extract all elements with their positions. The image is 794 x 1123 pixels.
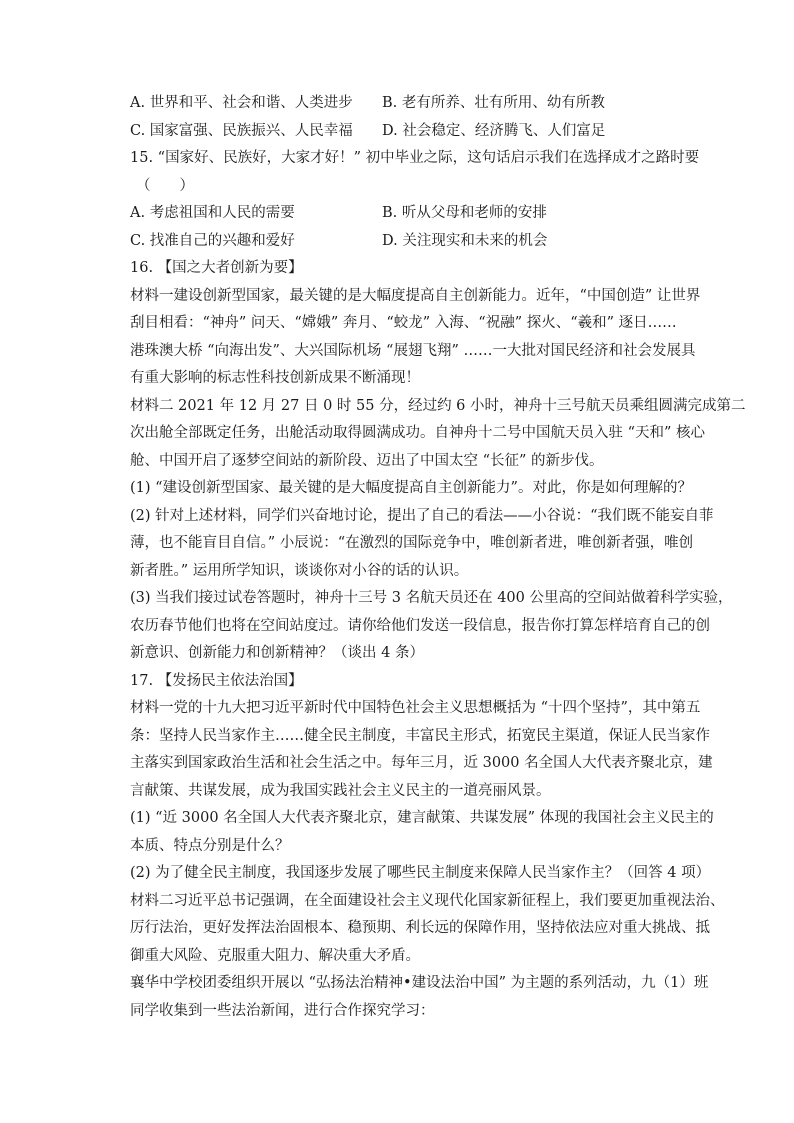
- q16-material1-line: 港珠澳大桥 “向海出发”、大兴国际机场 “展翅飞翔” ……一大批对国民经济和社会发展具: [130, 342, 696, 359]
- q17-material1-line: 条：坚持人民当家作主……健全民主制度，丰富民主形式，拓宽民主渠道，保证人民当家作: [130, 727, 710, 744]
- q15-options-row-2: [130, 228, 675, 256]
- q14-option-a: A. 世界和平、社会和谐、人类进步: [130, 95, 353, 111]
- q14-option-c: C. 国家富强、民族振兴、人民幸福: [130, 122, 353, 139]
- q14-options-row-2: [130, 118, 675, 146]
- q16-sub3-line: (3) 当我们接过试卷答题时，神舟十三号 3 名航天员还在 400 公里高的空间站做着科学实验，: [130, 590, 733, 606]
- q14-option-d: D. 社会稳定、经济腾飞、人们富足: [382, 122, 606, 139]
- q16-sub2-line: (2) 针对上述材料，同学们兴奋地讨论，提出了自己的看法——小谷说：“我们既不能妄自菲: [130, 507, 714, 524]
- page-content: [130, 90, 746, 1025]
- q17-sub1-line: 本质、特点分别是什么？: [130, 837, 290, 854]
- q15-option-b: B. 听从父母和老师的安排: [382, 205, 547, 221]
- q15-answer-paren: （ ）: [136, 177, 194, 194]
- q17-material2-line: 御重大风险、克服重大阻力、解决重大矛盾。: [130, 947, 420, 964]
- q17-title: 17. 【发扬民主依法治国】: [130, 672, 303, 689]
- q17-sub1-line: (1) “近 3000 名全国人大代表齐聚北京，建言献策、共谋发展” 体现的我国社会主义民主的: [130, 810, 714, 826]
- q16-sub3-line: 新意识、创新能力和创新精神？（谈出 4 条）: [130, 645, 424, 661]
- q15-option-c: C. 找准自己的兴趣和爱好: [130, 232, 295, 249]
- q16-material1-line: 材料一建设创新型国家，最关键的是大幅度提高自主创新能力。近年，“中国创造” 让世界: [130, 287, 701, 304]
- q16-sub1: (1) “建设创新型国家、最关键的是大幅度提高自主创新能力”。对此，你是如何理解的？: [130, 480, 692, 496]
- q15-stem: 15. “国家好、民族好，大家才好！” 初中毕业之际，这句话启示我们在选择成才之路时要: [130, 150, 700, 166]
- q16-title: 16. 【国之大者创新为要】: [130, 260, 303, 276]
- q17-material1-line: 言献策、共谋发展，成为我国实践社会主义民主的一道亮丽风景。: [130, 782, 551, 799]
- q17-activity-line: 同学收集到一些法治新闻，进行合作探究学习：: [130, 1002, 435, 1019]
- q15-options-row-1: [130, 200, 675, 228]
- q16-sub2-line: 薄，也不能盲目自信。” 小辰说：“在激烈的国际竞争中，唯创新者进，唯创新者强，唯创: [130, 535, 694, 551]
- q15-option-d: D. 关注现实和未来的机会: [382, 232, 548, 249]
- q16-material1-line: 有重大影响的标志性科技创新成果不断涌现！: [130, 370, 420, 386]
- q17-activity-line: 襄华中学校团委组织开展以 “弘扬法治精神•建设法治中国” 为主题的系列活动，九（1）班: [130, 975, 709, 991]
- q17-material1-line: 材料一党的十九大把习近平新时代中国特色社会主义思想概括为 “十四个坚持”，其中第五: [130, 700, 701, 716]
- q17-material2-line: 材料二习近平总书记强调，在全面建设社会主义现代化国家新征程上，我们要更加重视法治、: [130, 892, 725, 909]
- q16-material2-line: 舱、中国开启了逐梦空间站的新阶段、迈出了中国太空 “长征” 的新步伐。: [130, 452, 604, 469]
- q17-material1-line: 主落实到国家政治生活和社会生活之中。每年三月，近 3000 名全国人大代表齐聚北京，建: [130, 755, 713, 771]
- q14-options-row-1: [130, 90, 675, 118]
- q16-sub3-line: 农历春节他们也将在空间站度过。请你给他们发送一段信息，报告你打算怎样培育自己的创: [130, 617, 710, 634]
- q16-material2-line: 材料二 2021 年 12 月 27 日 0 时 55 分，经过约 6 小时，神舟十三号航天员乘组圆满完成第二: [130, 397, 746, 414]
- q14-option-b: B. 老有所养、壮有所用、幼有所教: [382, 95, 605, 111]
- q16-material2-line: 次出舱全部既定任务，出舱活动取得圆满成功。自神舟十二号中国航天员入驻 “天和” 核心: [130, 425, 706, 441]
- q16-sub2-line: 新者胜。” 运用所学知识，谈谈你对小谷的话的认识。: [130, 562, 469, 579]
- q15-option-a: A. 考虑祖国和人民的需要: [130, 205, 295, 221]
- q17-sub2: (2) 为了健全民主制度，我国逐步发展了哪些民主制度来保障人民当家作主？（回答 4 项）: [130, 865, 711, 881]
- q17-material2-line: 厉行法治，更好发挥法治固根本、稳预期、利长远的保障作用，坚持依法应对重大挑战、抵: [130, 920, 710, 936]
- q16-material1-line: 刮目相看：“神舟” 问天、“嫦娥” 奔月、“蛟龙” 入海、“祝融” 探火、“羲和” 逐日……: [130, 315, 677, 331]
